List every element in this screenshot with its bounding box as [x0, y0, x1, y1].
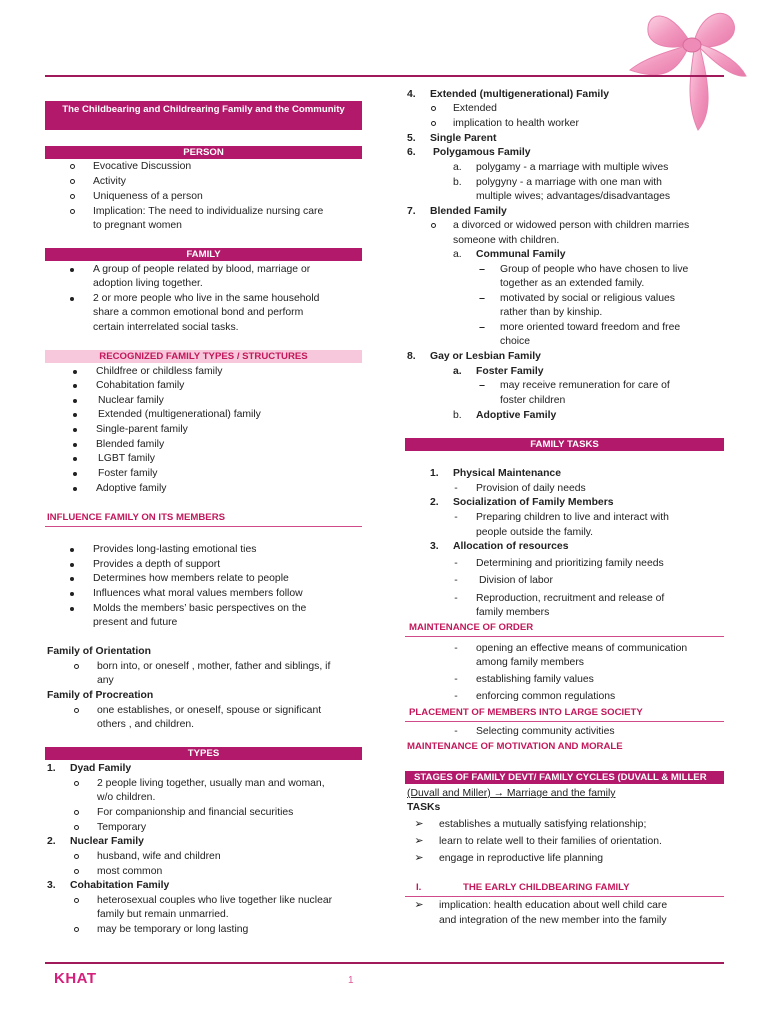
family-types-heading: RECOGNIZED FAMILY TYPES / STRUCTURES: [99, 351, 308, 362]
list-item: Selecting community activities: [476, 726, 615, 737]
extended-title: Extended (multigenerational) Family: [430, 89, 609, 100]
list-item: among family members: [476, 657, 584, 668]
list-item: may receive remuneration for care of: [500, 380, 670, 391]
list-item: Temporary: [97, 822, 147, 833]
list-item: heterosexual couples who live together like nuclear: [97, 895, 333, 906]
list-number: 4.: [407, 89, 416, 100]
circle-bullet-icon: [71, 850, 81, 865]
list-item: Provides long-lasting emotional ties: [93, 544, 257, 555]
list-number: I.: [416, 882, 422, 893]
dash-bullet-icon: -: [454, 558, 458, 569]
list-item: implication: health education about well child care: [439, 900, 668, 911]
dyad-title: Dyad Family: [70, 763, 132, 774]
circle-bullet-icon: [67, 205, 77, 220]
adoptive-title: Adoptive Family: [476, 410, 557, 421]
list-item: Extended (multigenerational) family: [98, 409, 261, 420]
family-section-header: [45, 248, 362, 261]
bottom-rule: [45, 962, 724, 964]
disc-bullet-icon: [70, 438, 80, 453]
list-item: Determining and prioritizing family needs: [476, 558, 664, 569]
list-number: 2.: [47, 836, 56, 847]
dash-bullet-icon: -: [454, 593, 458, 604]
list-item: one establishes, or oneself, spouse or significant: [97, 705, 322, 716]
dash-bullet-icon: –: [479, 380, 485, 391]
stages-heading: STAGES OF FAMILY DEVT/ FAMILY CYCLES (DUVALL & MILLER: [414, 772, 707, 783]
blended-title: Blended Family: [430, 206, 507, 217]
list-item: w/o children.: [97, 792, 156, 803]
list-item: polygamy - a marriage with multiple wives: [476, 162, 669, 173]
list-number: 6.: [407, 147, 416, 158]
dash-bullet-icon: -: [454, 691, 458, 702]
list-item: present and future: [93, 617, 178, 628]
circle-bullet-icon: [71, 821, 81, 836]
nuclear-title: Nuclear Family: [70, 836, 144, 847]
list-item: share a common emotional bond and perform: [93, 307, 304, 318]
list-item: enforcing common regulations: [476, 691, 616, 702]
list-letter: a.: [453, 249, 462, 260]
dash-bullet-icon: -: [454, 674, 458, 685]
disc-bullet-icon: [70, 452, 80, 467]
person-section-header: [45, 146, 362, 159]
disc-bullet-icon: [67, 572, 77, 587]
stages-subtitle: (Duvall and Miller) → Marriage and the family: [407, 788, 616, 799]
list-item: family members: [476, 607, 550, 618]
disc-bullet-icon: [70, 394, 80, 409]
list-item: 2 or more people who live in the same household: [93, 293, 320, 304]
list-item: husband, wife and children: [97, 851, 221, 862]
disc-bullet-icon: [67, 602, 77, 617]
polygamous-title: Polygamous Family: [433, 147, 531, 158]
list-item: family but remain unmarried.: [97, 909, 229, 920]
foster-title: Foster Family: [476, 366, 544, 377]
order-heading: MAINTENANCE OF ORDER: [409, 622, 534, 633]
dash-bullet-icon: -: [454, 483, 458, 494]
disc-bullet-icon: [70, 467, 80, 482]
circle-bullet-icon: [71, 704, 81, 719]
section-underline: [45, 526, 362, 527]
disc-bullet-icon: [70, 365, 80, 380]
list-item: Single-parent family: [96, 424, 188, 435]
circle-bullet-icon: [71, 777, 81, 792]
list-item: Adoptive family: [96, 483, 167, 494]
dash-bullet-icon: –: [479, 322, 485, 333]
list-item: others , and children.: [97, 719, 195, 730]
list-item: Preparing children to live and interact with: [476, 512, 669, 523]
list-item: Uniqueness of a person: [93, 191, 203, 202]
list-letter: b.: [453, 410, 462, 421]
procreation-title: Family of Procreation: [47, 690, 154, 701]
family-tasks-section-header: [405, 438, 724, 451]
circle-bullet-icon: [71, 660, 81, 675]
top-rule: [45, 75, 724, 77]
list-item: Blended family: [96, 439, 165, 450]
list-item: establishes a mutually satisfying relationship;: [439, 819, 647, 830]
list-item: Provision of daily needs: [476, 483, 586, 494]
list-item: Group of people who have chosen to live: [500, 264, 689, 275]
family-tasks-heading: FAMILY TASKS: [530, 439, 599, 450]
list-item: choice: [500, 336, 531, 347]
list-number: 3.: [47, 880, 56, 891]
list-item: engage in reproductive life planning: [439, 853, 604, 864]
list-item: Activity: [93, 176, 126, 187]
list-item: any: [97, 675, 114, 686]
list-item: Determines how members relate to people: [93, 573, 289, 584]
list-item: For companionship and financial securities: [97, 807, 294, 818]
list-item: Division of labor: [479, 575, 553, 586]
arrowhead-bullet-icon: ➢: [414, 835, 424, 847]
list-item: adoption living together.: [93, 278, 203, 289]
list-item: Reproduction, recruitment and release of: [476, 593, 665, 604]
dash-bullet-icon: -: [454, 643, 458, 654]
disc-bullet-icon: [70, 423, 80, 438]
orientation-title: Family of Orientation: [47, 646, 151, 657]
dash-bullet-icon: -: [454, 726, 458, 737]
list-number: 2.: [430, 497, 439, 508]
task-title: Allocation of resources: [453, 541, 569, 552]
list-item: motivated by social or religious values: [500, 293, 675, 304]
list-item: learn to relate well to their families of orientation.: [439, 836, 662, 847]
dash-bullet-icon: –: [479, 293, 485, 304]
list-item: Extended: [453, 103, 497, 114]
list-letter: b.: [453, 177, 462, 188]
list-item: Evocative Discussion: [93, 161, 192, 172]
list-item: foster children: [500, 395, 566, 406]
circle-bullet-icon: [428, 102, 438, 117]
list-number: 5.: [407, 133, 416, 144]
list-item: 2 people living together, usually man and woman,: [97, 778, 325, 789]
list-item: Foster family: [98, 468, 158, 479]
list-item: Cohabitation family: [96, 380, 185, 391]
list-number: 1.: [47, 763, 56, 774]
arrowhead-bullet-icon: ➢: [414, 852, 424, 864]
person-heading: PERSON: [183, 147, 224, 158]
cohab-title: Cohabitation Family: [70, 880, 170, 891]
family-heading: FAMILY: [186, 249, 221, 260]
list-item: Nuclear family: [98, 395, 164, 406]
pink-ribbon-bow-icon: [628, 4, 748, 132]
list-item: most common: [97, 866, 163, 877]
stages-section-header: [405, 771, 724, 784]
gay-lesbian-title: Gay or Lesbian Family: [430, 351, 541, 362]
document-title: The Childbearing and Childrearing Family and the Community: [62, 104, 345, 115]
list-item: A group of people related by blood, marriage or: [93, 264, 311, 275]
influence-heading: INFLUENCE FAMILY ON ITS MEMBERS: [47, 512, 226, 523]
list-number: 1.: [430, 468, 439, 479]
list-letter: a.: [453, 162, 462, 173]
circle-bullet-icon: [428, 219, 438, 234]
circle-bullet-icon: [67, 160, 77, 175]
list-item: together as an extended family.: [500, 278, 645, 289]
list-item: establishing family values: [476, 674, 594, 685]
dash-bullet-icon: –: [479, 264, 485, 275]
list-item: Molds the members’ basic perspectives on the: [93, 603, 307, 614]
types-heading: TYPES: [187, 748, 220, 759]
single-parent-title: Single Parent: [430, 133, 497, 144]
disc-bullet-icon: [70, 408, 80, 423]
circle-bullet-icon: [71, 806, 81, 821]
section-underline: [405, 636, 724, 637]
section-underline: [405, 896, 724, 897]
disc-bullet-icon: [67, 292, 77, 307]
family-types-section-header: [45, 350, 362, 363]
list-item: Childfree or childless family: [96, 366, 223, 377]
placement-heading: PLACEMENT OF MEMBERS INTO LARGE SOCIETY: [409, 707, 643, 718]
disc-bullet-icon: [67, 587, 77, 602]
early-childbearing-heading: THE EARLY CHILDBEARING FAMILY: [463, 882, 630, 893]
list-item: born into, or oneself , mother, father and siblings, if: [97, 661, 331, 672]
list-item: LGBT family: [98, 453, 155, 464]
dash-bullet-icon: -: [454, 512, 458, 523]
page-number: 1: [348, 975, 354, 986]
disc-bullet-icon: [67, 558, 77, 573]
list-item: to pregnant women: [93, 220, 182, 231]
circle-bullet-icon: [428, 117, 438, 132]
footer-brand: KHAT: [54, 970, 97, 987]
list-letter: a.: [453, 366, 462, 377]
list-item: a divorced or widowed person with children marries: [453, 220, 690, 231]
communal-title: Communal Family: [476, 249, 566, 260]
list-number: 8.: [407, 351, 416, 362]
dash-bullet-icon: -: [454, 575, 458, 586]
circle-bullet-icon: [67, 175, 77, 190]
list-item: polygyny - a marriage with one man with: [476, 177, 662, 188]
disc-bullet-icon: [70, 379, 80, 394]
motivation-heading: MAINTENANCE OF MOTIVATION AND MORALE: [407, 741, 623, 752]
arrowhead-bullet-icon: ➢: [414, 899, 424, 911]
circle-bullet-icon: [71, 923, 81, 938]
task-title: Socialization of Family Members: [453, 497, 614, 508]
list-item: and integration of the new member into the family: [439, 915, 667, 926]
circle-bullet-icon: [67, 190, 77, 205]
list-item: may be temporary or long lasting: [97, 924, 249, 935]
task-title: Physical Maintenance: [453, 468, 561, 479]
list-item: Provides a depth of support: [93, 559, 221, 570]
list-item: people outside the family.: [476, 527, 594, 538]
list-item: certain interrelated social tasks.: [93, 322, 239, 333]
section-underline: [405, 721, 724, 722]
arrowhead-bullet-icon: ➢: [414, 818, 424, 830]
list-item: rather than by kinship.: [500, 307, 603, 318]
disc-bullet-icon: [67, 543, 77, 558]
list-item: someone with children.: [453, 235, 560, 246]
document-title-banner: [45, 101, 362, 130]
list-number: 3.: [430, 541, 439, 552]
circle-bullet-icon: [71, 894, 81, 909]
disc-bullet-icon: [67, 263, 77, 278]
list-number: 7.: [407, 206, 416, 217]
list-item: Implication: The need to individualize nursing care: [93, 206, 324, 217]
tasks-label: TASKs: [407, 802, 441, 813]
list-item: multiple wives; advantages/disadvantages: [476, 191, 671, 202]
list-item: Influences what moral values members follow: [93, 588, 303, 599]
disc-bullet-icon: [70, 482, 80, 497]
list-item: implication to health worker: [453, 118, 579, 129]
types-section-header: [45, 747, 362, 760]
list-item: more oriented toward freedom and free: [500, 322, 681, 333]
circle-bullet-icon: [71, 865, 81, 880]
list-item: opening an effective means of communication: [476, 643, 688, 654]
